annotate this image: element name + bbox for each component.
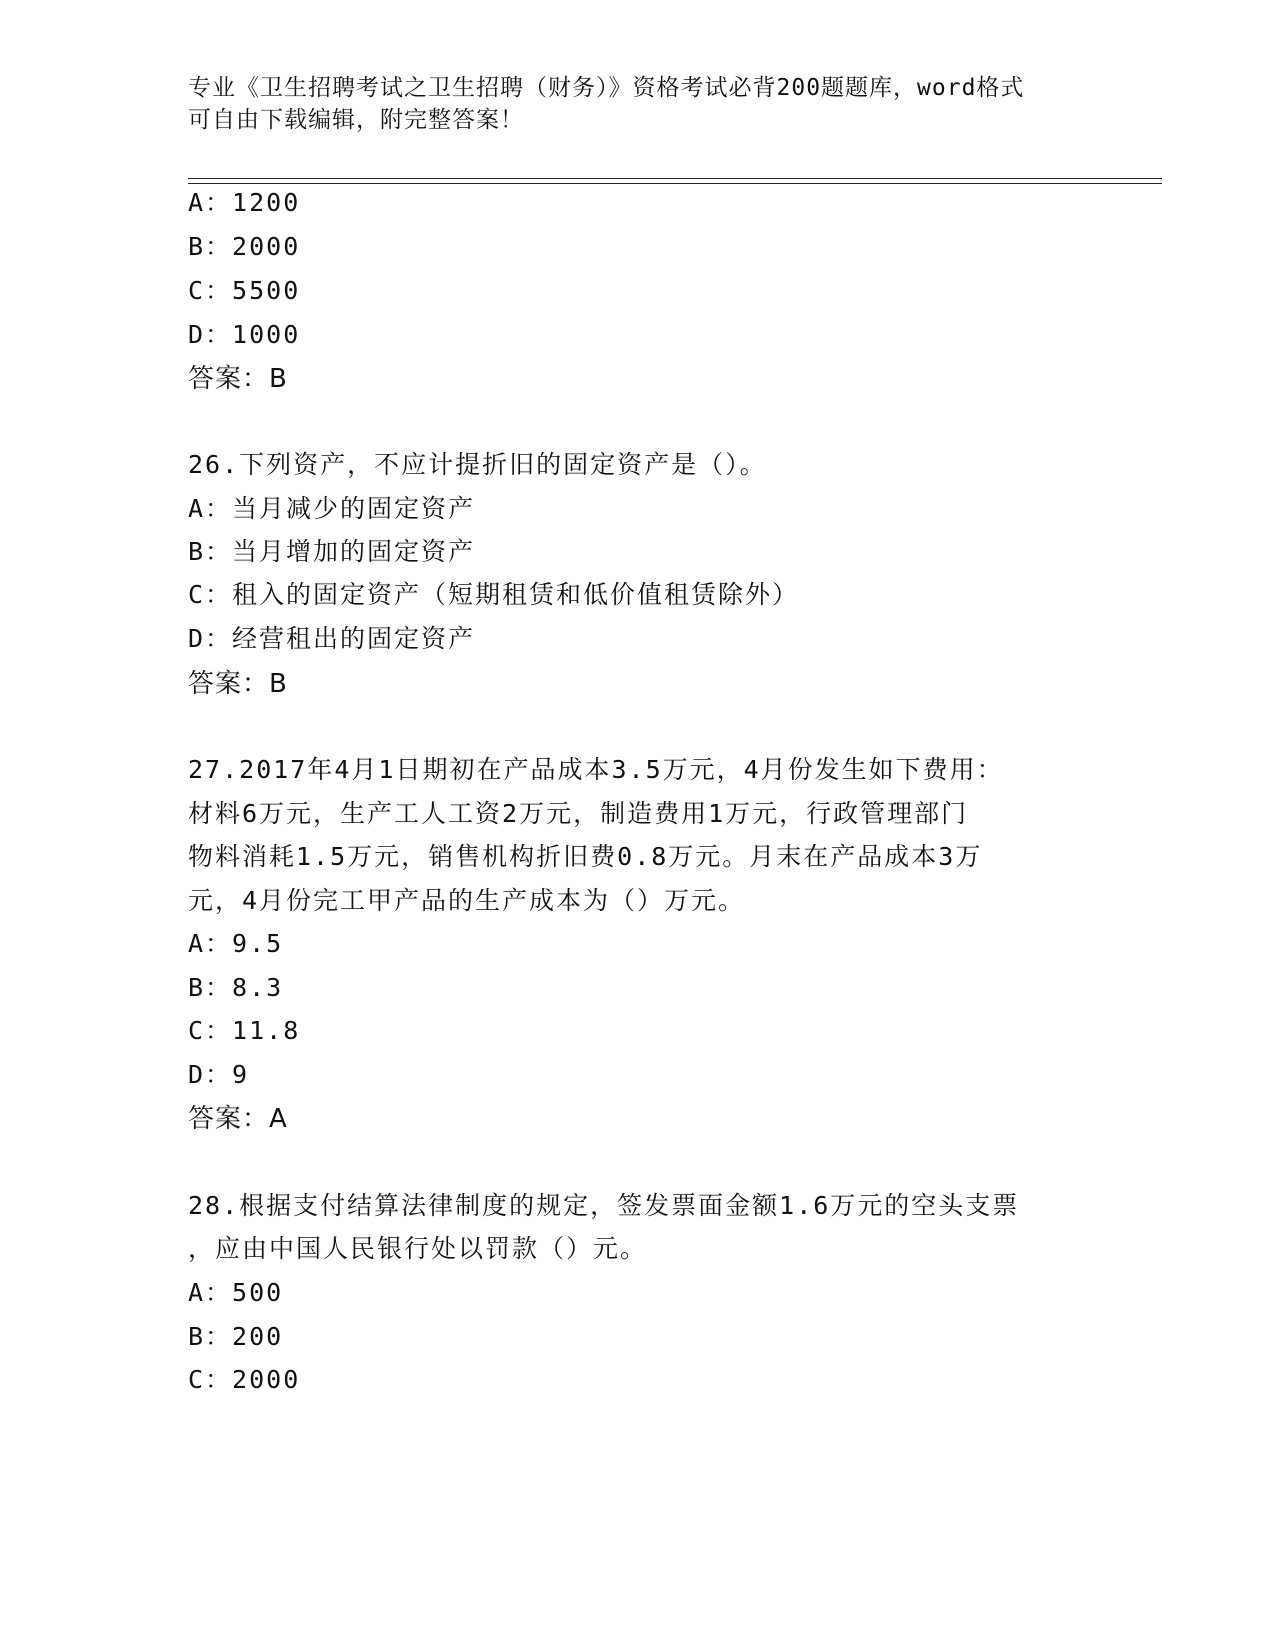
q28-option-a: A：500	[188, 1278, 284, 1307]
q27-question-line-3: 物料消耗1.5万元，销售机构折旧费0.8万元。月末在产品成本3万	[188, 842, 983, 871]
q27-option-b: B：8.3	[188, 973, 284, 1002]
q27-option-c: C：11.8	[188, 1016, 301, 1045]
header-divider-bottom	[188, 183, 1162, 184]
q28-question-line-1: 28.根据支付结算法律制度的规定，签发票面金额1.6万元的空头支票	[188, 1191, 1020, 1220]
q26-option-d: D：经营租出的固定资产	[188, 624, 476, 653]
q27-question-line-4: 元，4月份完工甲产品的生产成本为（）万元。	[188, 886, 746, 915]
q25-answer: 答案：B	[188, 364, 288, 394]
header-line-2: 可自由下载编辑，附完整答案！	[188, 107, 524, 133]
header-divider-top	[188, 178, 1162, 179]
document-header	[188, 72, 1088, 136]
q26-answer: 答案：B	[188, 669, 288, 699]
q25-option-c: C：5500	[188, 276, 301, 305]
q27-option-a: A：9.5	[188, 929, 284, 958]
q25-option-b: B：2000	[188, 232, 301, 261]
q28-option-c: C：2000	[188, 1365, 301, 1394]
q27-question-line-2: 材料6万元，生产工人工资2万元，制造费用1万元，行政管理部门	[188, 799, 969, 828]
q26-option-a: A：当月减少的固定资产	[188, 494, 476, 523]
q28-question-line-2: ，应由中国人民银行处以罚款（）元。	[188, 1234, 648, 1263]
q25-option-d: D：1000	[188, 320, 301, 349]
q25-option-a: A：1200	[188, 188, 301, 217]
header-line-1: 专业《卫生招聘考试之卫生招聘（财务）》资格考试必背200题题库，word格式	[188, 75, 1025, 101]
q26-question: 26.下列资产，不应计提折旧的固定资产是（）。	[188, 450, 767, 479]
q27-question-line-1: 27.2017年4月1日期初在产品成本3.5万元，4月份发生如下费用：	[188, 755, 1004, 784]
q27-option-d: D：9	[188, 1060, 250, 1089]
q26-option-c: C：租入的固定资产（短期租赁和低价值租赁除外）	[188, 580, 800, 609]
q28-option-b: B：200	[188, 1322, 284, 1351]
q27-answer: 答案：A	[188, 1104, 288, 1134]
q26-option-b: B：当月增加的固定资产	[188, 537, 476, 566]
